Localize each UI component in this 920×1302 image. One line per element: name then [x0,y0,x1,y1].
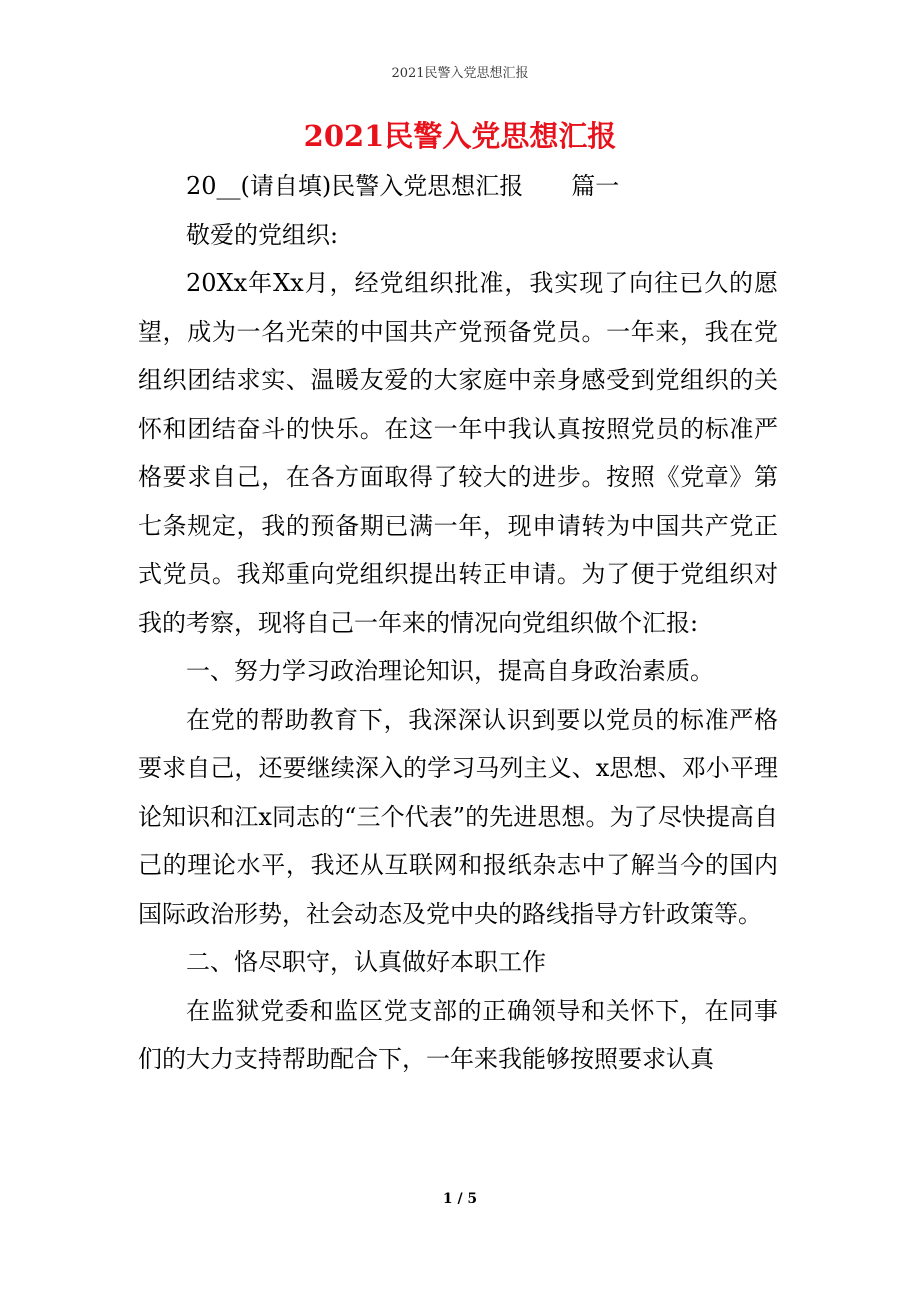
page-indicator: 1 / 5 [442,1191,478,1207]
section-heading: 二、恪尽职守，认真做好本职工作 [186,948,546,976]
salutation: 敬爱的党组织: [186,220,339,249]
document-body [138,162,778,1084]
running-header: 2021民警入党思想汇报 [391,66,529,81]
body-paragraph: 20Xx年Xx月，经党组织批准，我实现了向往已久的愿望，成为一名光荣的中国共产党预备党员。一年来，我在党组织团结求实、温暖友爱的大家庭中亲身感受到党组织的关怀和团结奋斗的快乐。在这一年中我认真按照党员的标准严格要求自己，在各方面取得了较大的进步。按照《党章》第七条规定，我的预备期已满一年，现申请转为中国共产党正式党员。我郑重向党组织提出转正申请。为了便于党组织对我的考察，现将自己一年来的情况向党组织做个汇报: [138,269,778,637]
document-title: 2021民警入党思想汇报 [303,119,617,153]
body-paragraph: 在监狱党委和监区党支部的正确领导和关怀下，在同事们的大力支持帮助配合下，一年来我能够按照要求认真 [138,996,778,1073]
section-heading: 一、努力学习政治理论知识，提高自身政治素质。 [186,657,714,685]
document-subtitle: 20__(请自填)民警入党思想汇报 篇一 [186,172,620,200]
body-paragraph: 在党的帮助教育下，我深深认识到要以党员的标准严格要求自己，还要继续深入的学习马列主义、x思想、邓小平理论知识和江x同志的“三个代表”的先进思想。为了尽快提高自己的理论水平，我还从互联网和报纸杂志中了解当今的国内国际政治形势，社会动态及党中央的路线指导方针政策等。 [138,705,778,928]
